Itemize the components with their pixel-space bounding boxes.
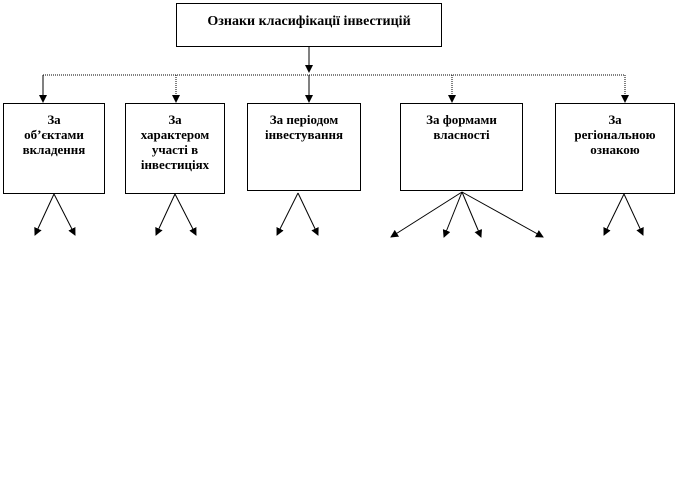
category-label-line: За періодом xyxy=(269,112,339,127)
branch-arrow-4c xyxy=(462,192,481,237)
category-label-line: інвестиціях xyxy=(140,157,210,172)
category-box-participation xyxy=(125,103,225,194)
branch-arrow-4a xyxy=(391,192,462,237)
category-label-line: власності xyxy=(433,127,490,142)
branch-arrow-5b xyxy=(624,194,643,235)
category-label-line: За формами xyxy=(426,112,497,127)
category-label-line: інвестування xyxy=(264,127,344,142)
branch-arrow-4d xyxy=(462,192,543,237)
branch-arrow-4b xyxy=(444,192,462,237)
category-box-period xyxy=(247,103,361,191)
branch-arrow-3a xyxy=(277,193,298,235)
branch-arrow-2b xyxy=(175,194,196,235)
category-label-line: участі в xyxy=(151,142,199,157)
category-label-line: регіональною xyxy=(574,127,656,142)
branch-arrow-3b xyxy=(298,193,318,235)
category-box-ownership xyxy=(400,103,523,191)
category-label-line: характером xyxy=(140,127,210,142)
category-box-regional xyxy=(555,103,675,194)
branch-arrow-1a xyxy=(35,194,54,235)
root-box xyxy=(176,3,442,47)
category-label-line: За xyxy=(47,112,61,127)
category-box-objects xyxy=(3,103,105,194)
category-label-line: За xyxy=(168,112,182,127)
category-label-line: об’єктами xyxy=(24,127,84,142)
category-label-line: ознакою xyxy=(590,142,640,157)
branch-arrow-1b xyxy=(54,194,75,235)
root-label: Ознаки класифікації інвестицій xyxy=(207,14,411,29)
branch-arrow-5a xyxy=(604,194,624,235)
category-label-line: вкладення xyxy=(22,142,86,157)
category-label-line: За xyxy=(608,112,622,127)
branch-arrow-2a xyxy=(156,194,175,235)
